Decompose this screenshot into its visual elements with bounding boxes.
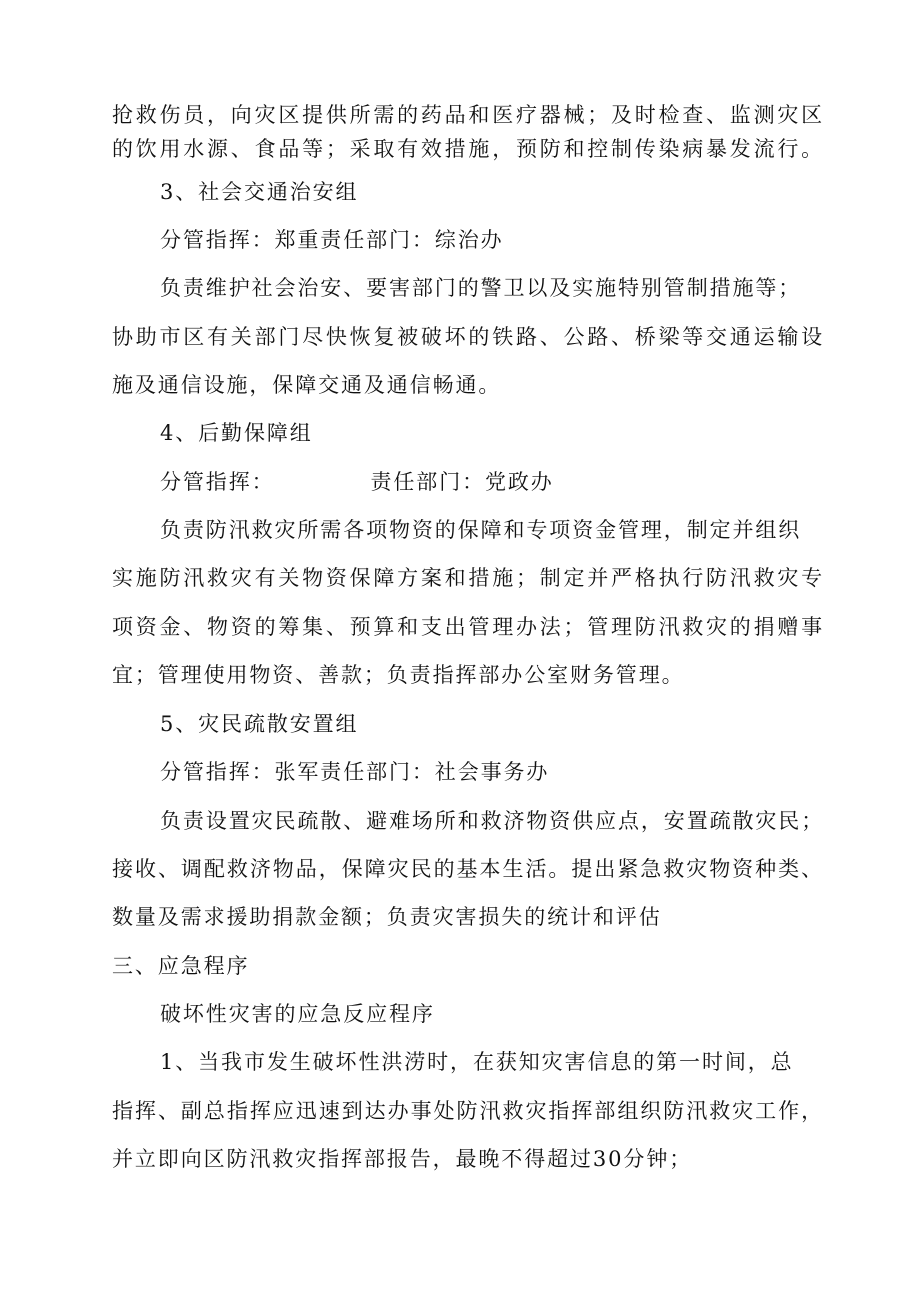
body-line: 1、当我市发生破坏性洪涝时，在获知灾害信息的第一时间，总 — [160, 1050, 794, 1074]
body-line: 数量及需求援助捐款金额；负责灾害损失的统计和评估 — [112, 905, 662, 929]
body-line: 协助市区有关部门尽快恢复被破坏的铁路、公路、桥梁等交通运输设 — [112, 325, 824, 349]
section-heading: 4、后勤保障组 — [160, 421, 313, 445]
body-line: 宜；管理使用物资、善款；负责指挥部办公室财务管理。 — [112, 663, 685, 687]
body-line: 抢救伤员，向灾区提供所需的药品和医疗器械；及时检查、监测灾区 — [112, 103, 824, 127]
assignment-line: 分管指挥：张军责任部门：社会事务办 — [160, 760, 550, 784]
body-line: 负责维护社会治安、要害部门的警卫以及实施特别管制措施等； — [160, 276, 802, 300]
assignment-label: 分管指挥： — [160, 470, 275, 494]
assignment-line: 分管指挥：郑重责任部门：综治办 — [160, 228, 504, 252]
section-heading: 3、社会交通治安组 — [160, 180, 359, 204]
section-heading: 5、灾民疏散安置组 — [160, 712, 359, 736]
subheading: 破坏性灾害的应急反应程序 — [160, 1002, 435, 1026]
assignment-line — [160, 467, 872, 497]
body-line: 负责设置灾民疏散、避难场所和救济物资供应点，安置疏散灾民； — [160, 809, 825, 833]
body-line: 接收、调配救济物品，保障灾民的基本生活。提出紧急救灾物资种类、 — [112, 857, 824, 881]
body-line: 并立即向区防汛救灾指挥部报告，最晚不得超过30分钟； — [112, 1147, 693, 1171]
body-line: 施及通信设施，保障交通及通信畅通。 — [112, 373, 502, 397]
body-line: 的饮用水源、食品等；采取有效措施，预防和控制传染病暴发流行。 — [112, 137, 824, 161]
responsible-department: 责任部门：党政办 — [370, 470, 554, 494]
chapter-heading: 三、应急程序 — [112, 954, 250, 978]
body-line: 项资金、物资的筹集、预算和支出管理办法；管理防汛救灾的捐赠事 — [112, 615, 824, 639]
body-line: 负责防汛救灾所需各项物资的保障和专项资金管理，制定并组织 — [160, 518, 802, 542]
body-line: 指挥、副总指挥应迅速到达办事处防汛救灾指挥部组织防汛救灾工作， — [112, 1099, 824, 1123]
body-line: 实施防汛救灾有关物资保障方案和措施；制定并严格执行防汛救灾专 — [112, 566, 824, 590]
